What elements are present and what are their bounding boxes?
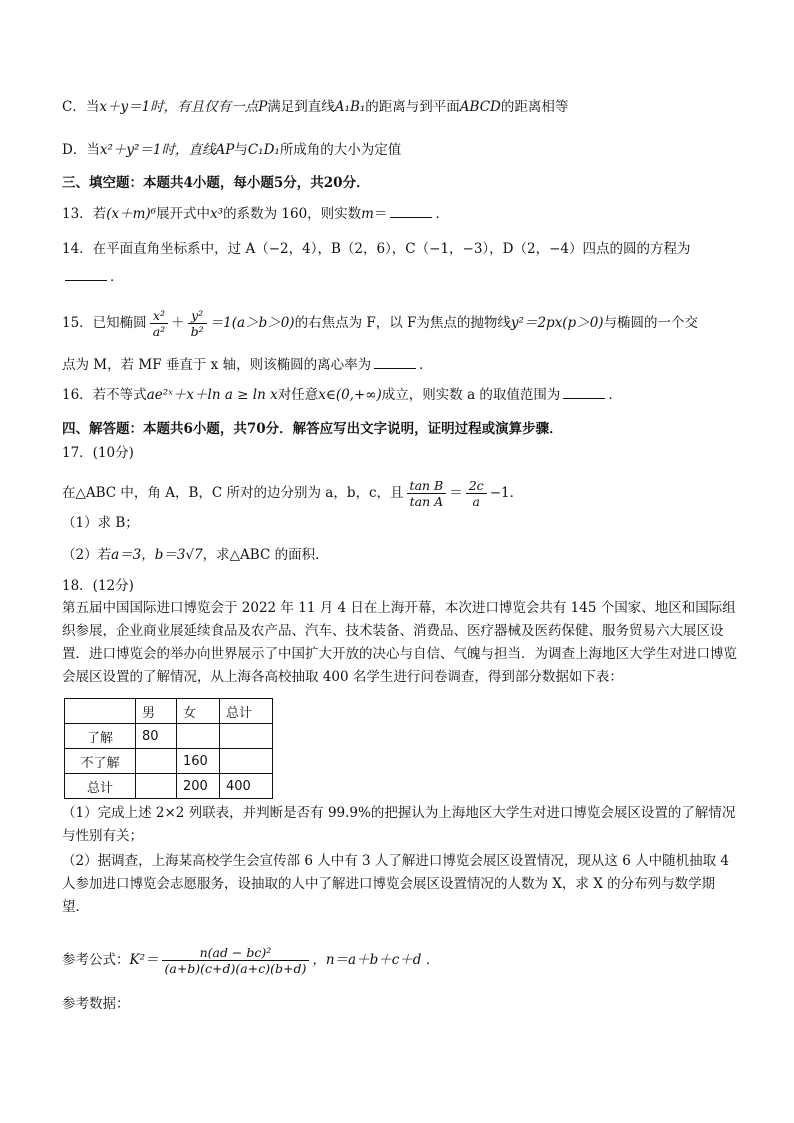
formula-label: 参考公式： <box>62 952 130 968</box>
table-cell: 200 <box>177 774 220 799</box>
line-c1d1: C₁D₁ <box>247 142 280 158</box>
option-label: D．当 <box>62 142 100 158</box>
question-end: ． <box>419 357 433 373</box>
question-text: （2）若 <box>62 547 112 563</box>
question-text: 在△ABC 中，角 A，B，C 所对的边分别为 a，b，c，且 <box>62 485 404 501</box>
plus-sign: ＋ <box>171 315 185 331</box>
table-row <box>65 774 273 799</box>
section-3-heading: 三、填空题：本题共4小题，每小题5分，共20分． <box>62 175 370 191</box>
fraction-numerator: n(ad − bc)² <box>162 945 310 961</box>
question-18-part-2: （2）据调查，上海某高校学生会宣传部 6 人中有 3 人了解进口博览会展区设置情况，现从这 6 人中随机抽取 4 人参加进口博览会志愿服务，设抽取的人中了解进口博览会展区设置情况的人数为 X，求 X 的分布列与数学期望． <box>62 853 729 915</box>
table-cell[interactable] <box>220 724 273 749</box>
question-text: 展开式中 <box>156 206 211 222</box>
table-header-row <box>65 699 273 724</box>
question-text: 的右焦点为 F，以 F为焦点的抛物线 <box>294 315 511 331</box>
answer-blank[interactable] <box>65 268 107 281</box>
ellipse-y-term <box>188 308 207 339</box>
ellipse-x-term <box>150 308 168 339</box>
question-14: 14．在平面直角坐标系中，过 A（−2，4），B（2，6），C（−1，−3），D（2，−4）四点的圆的方程为 <box>62 241 691 257</box>
table-cell[interactable] <box>136 774 177 799</box>
table-cell: 160 <box>177 749 220 774</box>
question-17-heading: 17．(10分) <box>62 445 134 461</box>
option-condition: x²＋y²＝1时，直线 <box>99 142 216 158</box>
table-cell: 不了解 <box>65 749 136 774</box>
term: x³ <box>210 206 224 222</box>
binomial-expression: (x＋m)⁶ <box>106 206 157 222</box>
equals: ＝ <box>373 206 388 222</box>
option-c <box>62 98 568 116</box>
variable-m: m <box>361 206 374 222</box>
inequality: ae²ˣ＋x＋ln a ≥ ln x <box>146 387 278 403</box>
answer-blank[interactable] <box>563 386 605 399</box>
fraction-denominator: a <box>472 494 480 509</box>
reference-data-label: 参考数据： <box>62 996 130 1012</box>
question-text: 点为 M，若 MF 垂直于 x 轴，则该椭圆的离心率为 <box>62 357 372 373</box>
option-d <box>62 141 401 159</box>
option-label: C．当 <box>62 99 100 115</box>
given-values: a＝3，b＝3√7 <box>111 547 203 563</box>
question-17-part-2 <box>62 546 329 564</box>
fraction-numerator: tan B <box>407 478 447 494</box>
side-ratio <box>466 478 487 509</box>
answer-blank[interactable] <box>374 356 416 369</box>
question-15-line2 <box>62 356 433 374</box>
question-text: −1． <box>489 485 524 501</box>
question-17-stem <box>62 478 523 509</box>
question-text: 的系数为 160，则实数 <box>223 206 362 222</box>
option-text: 满足到直线 <box>267 99 335 115</box>
ellipse-condition: ＝1(a＞b＞0) <box>209 315 295 331</box>
question-17-part-1: （1）求 B； <box>62 515 139 531</box>
parabola-equation: y²＝2px(p＞0) <box>510 315 604 331</box>
reference-formula <box>62 945 439 976</box>
option-text: 与 <box>234 142 248 158</box>
question-13 <box>62 205 449 223</box>
question-number: 13．若 <box>62 206 107 222</box>
contingency-table <box>64 698 273 799</box>
table-cell: 400 <box>220 774 273 799</box>
question-end: ． <box>110 269 124 285</box>
table-cell: 了解 <box>65 724 136 749</box>
fraction-numerator: x² <box>150 308 168 324</box>
fraction-denominator: a² <box>152 324 166 339</box>
section-4-heading: 四、解答题：本题共6小题，共70分．解答应写出文字说明，证明过程或演算步骤． <box>62 421 563 437</box>
table-row <box>65 749 273 774</box>
table-row <box>65 724 273 749</box>
line-ap: AP <box>215 142 235 158</box>
fraction-denominator: tan A <box>409 494 444 509</box>
question-text: 对任意 <box>277 387 319 403</box>
table-cell[interactable] <box>220 749 273 774</box>
option-condition: x＋y＝1时，有且仅有一点 <box>99 99 259 115</box>
formula-tail: ，n＝a＋b＋c＋d ． <box>312 952 440 968</box>
question-18-paragraph: 第五届中国国际进口博览会于 2022 年 11 月 4 日在上海开幕，本次进口博览会共有 145 个国家、地区和国际组织参展，企业商业展延续食品及农产品、汽车、技术装备、消费品、医疗器械及医药保健、服务贸易六大展区设置．进口博览会的举办向世界展示了中国扩大开放的决心与自信、气魄与担当．为调查上海地区大学生对进口博览会展区设置的了解情况，从上海各高校抽取 400 名学生进行问卷调查，得到部分数据如下表： <box>62 600 737 685</box>
option-text: 的距离相等 <box>500 99 569 115</box>
table-cell <box>65 699 136 724</box>
fraction-numerator: 2c <box>466 478 487 494</box>
question-18-part-1: （1）完成上述 2×2 列联表，并判断是否有 99.9%的把握认为上海地区大学生对进口博览会展区设置的了解情况与性别有关； <box>62 805 736 844</box>
question-number: 15．已知椭圆 <box>62 315 147 331</box>
table-cell: 男 <box>136 699 177 724</box>
fraction-numerator: y² <box>188 308 207 324</box>
table-cell: 女 <box>177 699 220 724</box>
table-cell[interactable] <box>136 749 177 774</box>
line-a1b1: A₁B₁ <box>334 99 366 115</box>
question-text: ，求△ABC 的面积． <box>202 547 329 563</box>
fraction-denominator: b² <box>190 324 204 339</box>
question-end: ． <box>608 387 622 403</box>
option-text: 所成角的大小为定值 <box>279 142 402 158</box>
question-16 <box>62 386 622 404</box>
tan-ratio <box>407 478 447 509</box>
table-cell: 总计 <box>220 699 273 724</box>
table-cell: 80 <box>136 724 177 749</box>
answer-blank[interactable] <box>390 205 432 218</box>
formula-lhs: K²＝ <box>129 952 159 968</box>
equals: ＝ <box>449 485 463 501</box>
question-text: 与椭圆的一个交 <box>603 315 699 331</box>
question-text: 成立，则实数 a 的取值范围为 <box>381 387 561 403</box>
table-cell[interactable] <box>177 724 220 749</box>
question-14-line2 <box>62 268 124 286</box>
domain-interval: x∈(0,+∞) <box>318 387 382 403</box>
question-15 <box>62 308 698 339</box>
fraction-denominator: (a+b)(c+d)(a+c)(b+d) <box>164 961 307 976</box>
question-end: ． <box>435 206 449 222</box>
point-p: P <box>258 99 268 115</box>
plane-abcd: ABCD <box>459 99 501 115</box>
option-text: 的距离与到平面 <box>365 99 460 115</box>
question-18-heading: 18．(12分) <box>62 578 134 594</box>
chi-square-fraction <box>162 945 310 976</box>
table-cell: 总计 <box>65 774 136 799</box>
question-number: 16．若不等式 <box>62 387 147 403</box>
